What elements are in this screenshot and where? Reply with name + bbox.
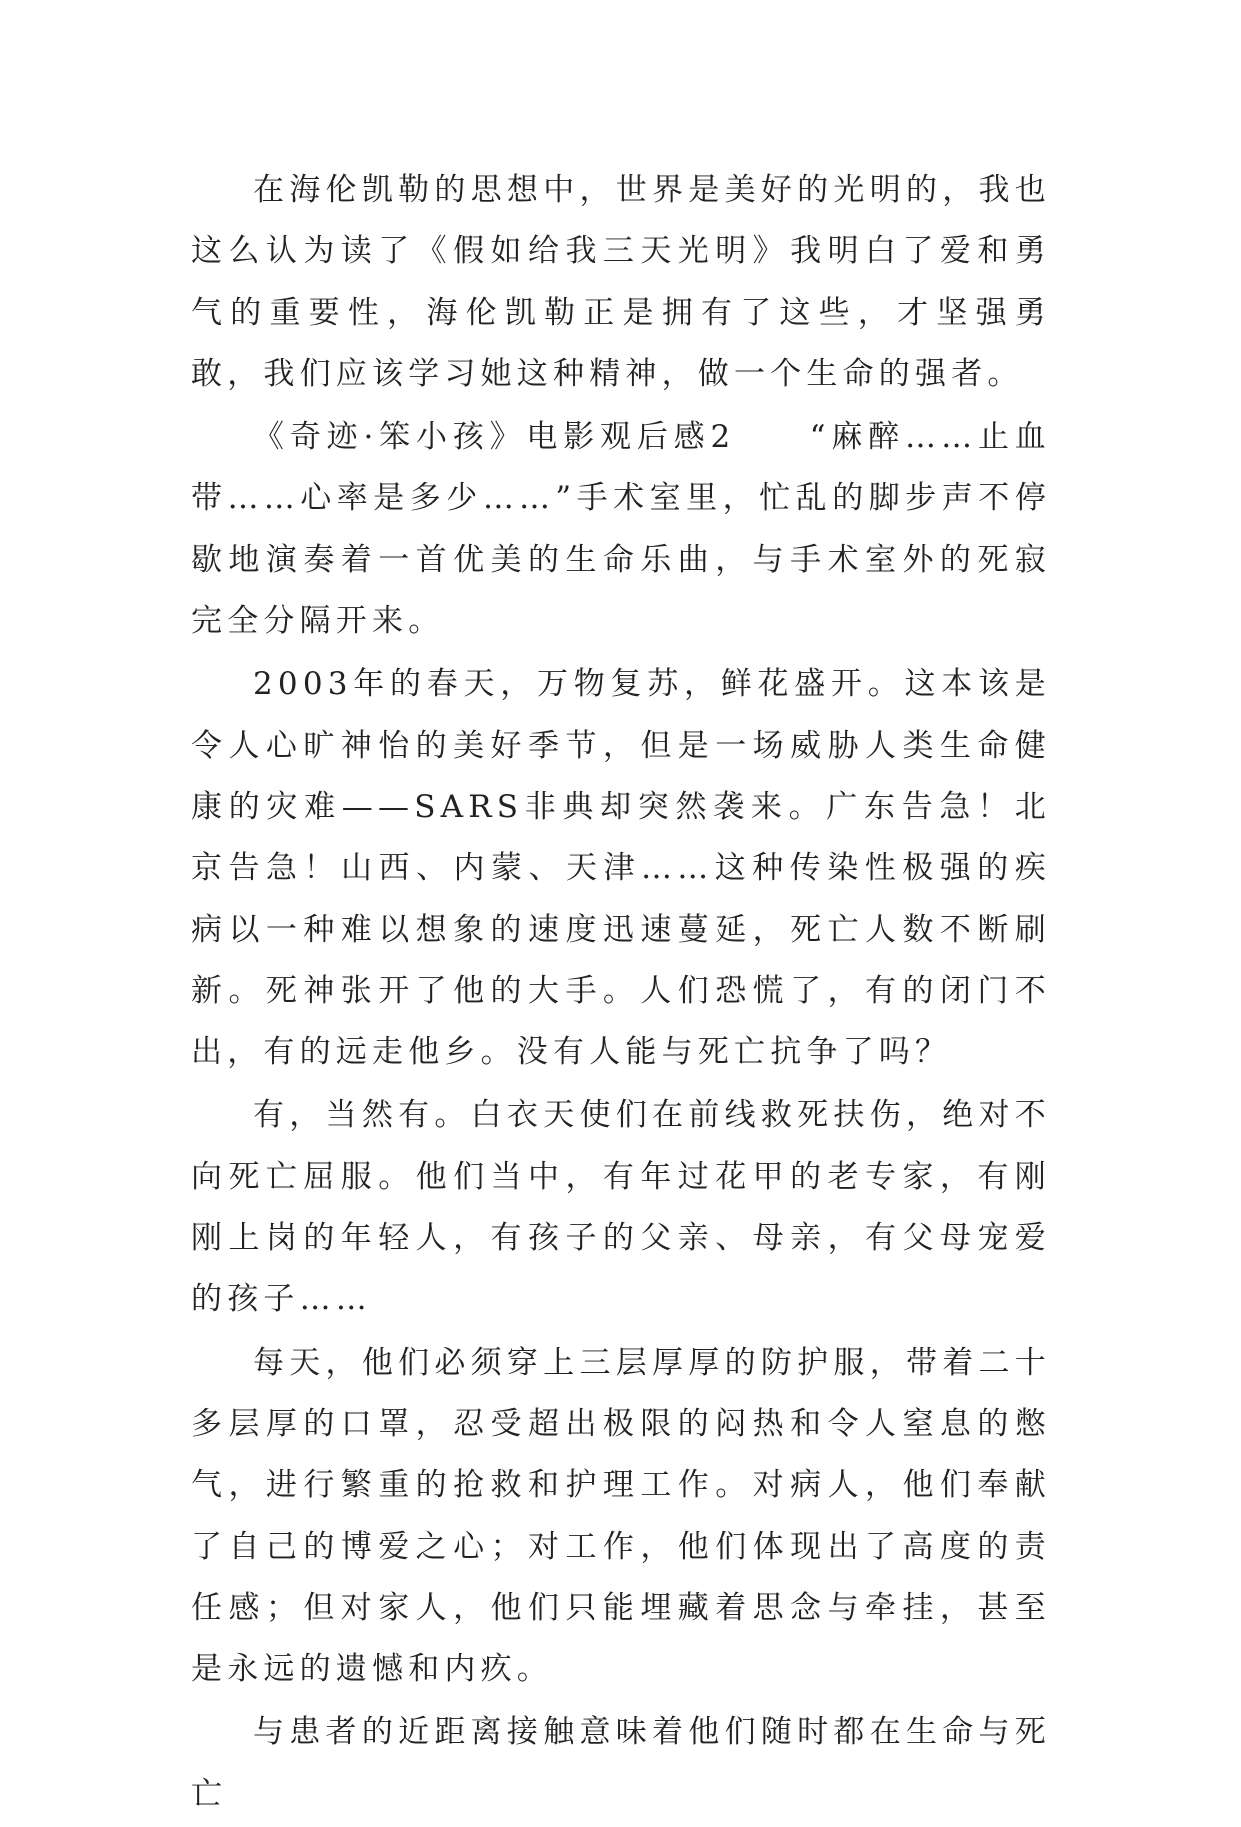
paragraph-daily-work: 每天，他们必须穿上三层厚厚的防护服，带着二十多层厚的口罩，忍受超出极限的闷热和令人窒息的憋气，进行繁重的抢救和护理工作。对病人，他们奉献了自己的博爱之心；对工作，他们体现出了高度的责任感；但对家人，他们只能埋藏着思念与牵挂，甚至是永远的遗憾和内疚。: [191, 1344, 1051, 1688]
document-body: [191, 160, 1051, 1827]
paragraph-essay-title-intro: 《奇迹·笨小孩》电影观后感2 “麻醉……止血带……心率是多少……”手术室里，忙乱的脚步声不停歇地演奏着一首优美的生命乐曲，与手术室外的死寂完全分隔开来。: [191, 419, 1051, 640]
paragraph-white-angels: 有，当然有。白衣天使们在前线救死扶伤，绝对不向死亡屈服。他们当中，有年过花甲的老专家，有刚刚上岗的年轻人，有孩子的父亲、母亲，有父母宠爱的孩子……: [191, 1097, 1051, 1318]
paragraph-sars-2003: 2003年的春天，万物复苏，鲜花盛开。这本该是令人心旷神怡的美好季节，但是一场威胁人类生命健康的灾难——SARS非典却突然袭来。广东告急！北京告急！山西、内蒙、天津……这种传染性极强的疾病以一种难以想象的速度迅速蔓延，死亡人数不断刷新。死神张开了他的大手。人们恐慌了，有的闭门不出，有的远走他乡。没有人能与死亡抗争了吗？: [191, 666, 1051, 1071]
paragraph-helen-keller: 在海伦凯勒的思想中，世界是美好的光明的，我也这么认为读了《假如给我三天光明》我明白了爱和勇气的重要性，海伦凯勒正是拥有了这些，才坚强勇敢，我们应该学习她这种精神，做一个生命的强者。: [191, 172, 1051, 392]
paragraph-close-contact: 与患者的近距离接触意味着他们随时都在生命与死亡: [191, 1714, 1051, 1812]
